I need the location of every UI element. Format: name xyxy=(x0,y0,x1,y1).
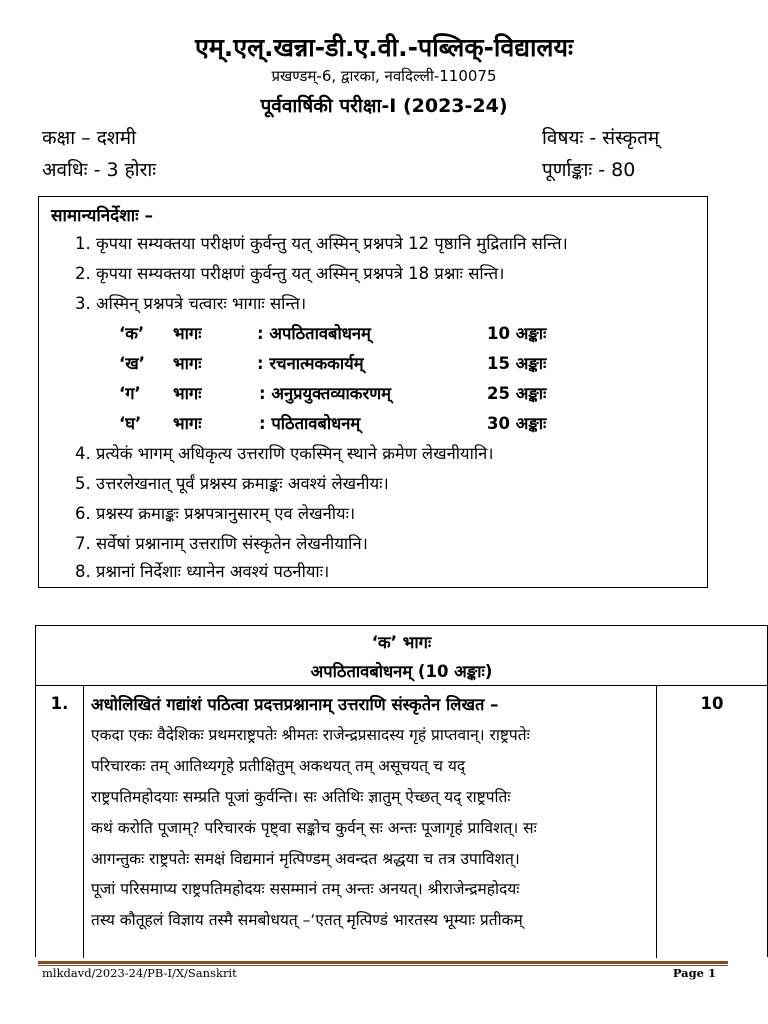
section-name: : रचनात्मककार्यम् xyxy=(257,354,364,373)
passage-line: पूजां परिसमाप्य राष्ट्रपतिमहोदयः ससम्मानं तम् अन्तः अनयत्। श्रीराजेन्द्रमहोदयः xyxy=(91,880,520,898)
question-marks: 10 xyxy=(700,694,724,713)
passage-line: कथं करोति पूजाम्? परिचारकं पृष्ट्वा सङ्कोच कुर्वन् सः अन्तः पूजागृहं प्राविशत्। सः xyxy=(91,819,537,837)
instructions-heading: सामान्यनिर्देशाः – xyxy=(51,206,154,226)
question-heading: अधोलिखितं गद्यांशं पठित्वा प्रदत्तप्रश्नानाम् उत्तराणि संस्कृतेन लिखत – xyxy=(91,695,499,714)
section-marks: 30 अङ्काः xyxy=(487,414,547,433)
instruction-item: 8. प्रश्नानां निर्देशाः ध्यानेन अवश्यं पठनीयाः। xyxy=(75,562,330,581)
school-address: प्रखण्डम्-6, द्वारका, नवदिल्ली-110075 xyxy=(271,67,497,85)
section-marks: 10 अङ्काः xyxy=(487,324,547,343)
table-column-divider xyxy=(656,686,657,958)
instruction-item: 7. सर्वेषां प्रश्नानाम् उत्तराणि संस्कृतेन लेखनीयानि। xyxy=(75,534,368,553)
section-part: ‘ख’ xyxy=(119,354,146,373)
section-part: ‘क’ xyxy=(119,324,145,343)
instruction-item: 3. अस्मिन् प्रश्नपत्रे चत्वारः भागाः सन्ति। xyxy=(75,294,307,313)
section-marks: 25 अङ्काः xyxy=(487,384,547,403)
section-a-subtitle: अपठितावबोधनम् (10 अङ्काः) xyxy=(310,662,493,681)
question-number: 1. xyxy=(50,694,69,713)
table-column-divider xyxy=(83,686,84,958)
section-name: : अपठितावबोधनम् xyxy=(257,324,371,343)
instruction-item: 4. प्रत्येकं भागम् अधिकृत्य उत्तराणि एकस्मिन् स्थाने क्रमेण लेखनीयानि। xyxy=(75,444,494,463)
max-marks-label: पूर्णाङ्काः - 80 xyxy=(542,159,636,181)
footer-page-number: Page 1 xyxy=(672,966,716,980)
footer-rule xyxy=(38,961,728,964)
section-part: ‘ग’ xyxy=(119,384,141,403)
section-name: : अनुप्रयुक्तव्याकरणम् xyxy=(259,384,392,403)
instruction-item: 1. कृपया सम्यक्तया परीक्षणं कुर्वन्तु यत् अस्मिन् प्रश्नपत्रे 12 पृष्ठानि मुद्रितानि सन्ति। xyxy=(75,234,568,253)
table-divider xyxy=(36,685,767,686)
instruction-item: 2. कृपया सम्यक्तया परीक्षणं कुर्वन्तु यत् अस्मिन् प्रश्नपत्रे 18 प्रश्नाः सन्ति। xyxy=(75,264,505,283)
footer-document-code: mlkdavd/2023-24/PB-I/X/Sanskrit xyxy=(42,966,237,980)
subject-label: विषयः - संस्कृतम् xyxy=(542,127,660,149)
instruction-item: 5. उत्तरलेखनात् पूर्वं प्रश्नस्य क्रमाङ्कः अवश्यं लेखनीयः। xyxy=(75,474,389,493)
general-instructions-box xyxy=(38,196,708,588)
passage-line: तस्य कौतूहलं विज्ञाय तस्मै समबोधयत् –‘एतत् मृत्पिण्डं भारतस्य भूम्याः प्रतीकम् xyxy=(91,911,523,929)
section-name: : पठितावबोधनम् xyxy=(259,414,361,433)
school-name: एम्.एल्.खन्ना-डी.ए.वी.-पब्लिक्-विद्यालयः xyxy=(195,33,573,62)
section-marks: 15 अङ्काः xyxy=(487,354,547,373)
class-label: कक्षा – दशमी xyxy=(42,127,137,149)
section-a-table xyxy=(35,625,768,957)
passage-line: आगन्तुकः राष्ट्रपतेः समक्षं विद्यमानं मृत्पिण्डम् अवन्दत श्रद्धया च तत्र उपाविशत्। xyxy=(91,850,520,868)
section-bhaga: भागः xyxy=(173,354,202,373)
section-bhaga: भागः xyxy=(173,384,202,403)
section-part: ‘घ’ xyxy=(119,414,142,433)
section-bhaga: भागः xyxy=(173,414,202,433)
passage-line: परिचारकः तम् आतिथ्यगृहे प्रतीक्षितुम् अकथयत् तम् असूचयत् च यद् xyxy=(91,757,466,775)
section-a-title: ‘क’ भागः xyxy=(371,633,432,652)
passage-line: राष्ट्रपतिमहोदयाः सम्प्रति पूजां कुर्वन्ति। सः अतिथिः ज्ञातुम् ऐच्छत् यद् राष्ट्रपतिः xyxy=(91,788,511,806)
exam-title: पूर्ववार्षिकी परीक्षा-I (2023-24) xyxy=(260,95,508,117)
passage-line: एकदा एकः वैदेशिकः प्रथमराष्ट्रपतेः श्रीमतः राजेन्द्रप्रसादस्य गृहं प्राप्तवान्। राष्ट्रपतेः xyxy=(91,726,530,744)
instruction-item: 6. प्रश्नस्य क्रमाङ्कः प्रश्नपत्रानुसारम् एव लेखनीयः। xyxy=(75,504,356,523)
section-bhaga: भागः xyxy=(173,324,202,343)
duration-label: अवधिः - 3 होराः xyxy=(42,159,157,181)
